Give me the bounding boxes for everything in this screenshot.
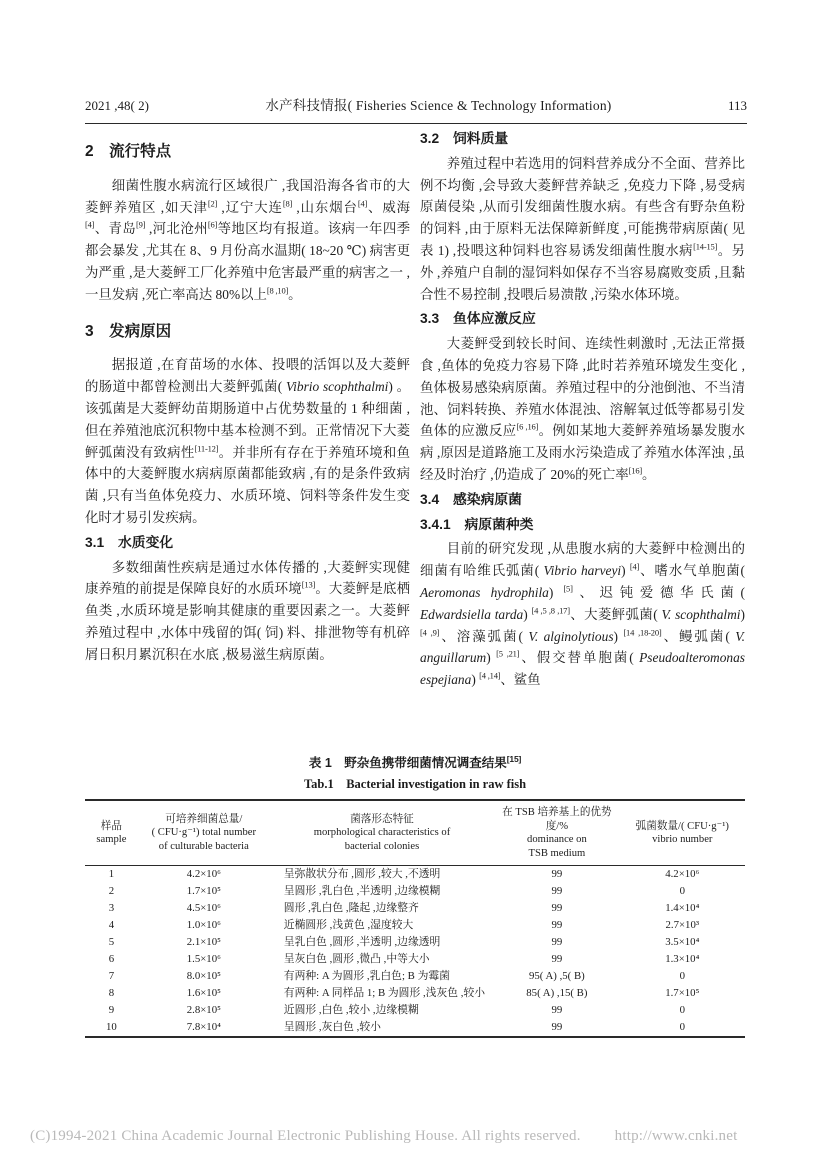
subsection-heading-water-quality: 3.1 水质变化 [85,534,174,550]
copyright-text: (C)1994-2021 China Academic Journal Electronic Publishing House. All rights reserved. [30,1128,581,1144]
table-cell: 99 [551,936,563,948]
subsection-heading-pathogen-infection: 3.4 感染病原菌 [420,491,522,507]
table-row [85,1002,745,1019]
table-cell: 1.6×10⁵ [186,987,221,999]
table-cell: 1.4×10⁴ [665,902,700,914]
col-header-vibrio: 弧菌数量/( CFU·g⁻¹) vibrio number [635,820,729,845]
table-cell: 4.2×10⁶ [186,868,221,880]
table-cell: 7.8×10⁴ [186,1021,221,1033]
table-row [85,934,745,951]
table-row [85,883,745,900]
table-cell: 圆形 ,乳白色 ,隆起 ,边缘整齐 [283,902,419,914]
table-cell: 1.3×10⁴ [665,953,700,965]
table-cell: 1.0×10⁶ [186,919,221,931]
table-cell: 2.8×10⁵ [186,1004,221,1016]
table-cell: 10 [106,1021,117,1033]
table-row [85,1019,745,1037]
page-number: 113 [727,98,747,113]
bacteria-investigation-table [85,799,745,1038]
journal-title: 水产科技情报( Fisheries Science & Technology Information) [265,98,612,113]
section-heading-epidemic: 2 流行特点 [85,143,172,160]
table-cell: 0 [679,885,685,897]
table-cell: 有两种: A 为圆形 ,乳白色; B 为霉菌 [283,970,450,982]
table-row [85,951,745,968]
table-cell: 有两种: A 同样品 1; B 为圆形 ,浅灰色 ,较小 [283,987,486,999]
table-cell: 2.1×10⁵ [186,936,221,948]
table-cell: 近圆形 ,白色 ,较小 ,边缘模糊 [283,1004,419,1016]
section-heading-causes: 3 发病原因 [85,322,172,340]
table-cell: 5 [108,936,115,948]
text-columns [85,127,745,691]
table-cell: 呈弥散状分布 ,圆形 ,较大 ,不透明 [283,868,441,880]
table-cell: 呈圆形 ,灰白色 ,较小 [283,1021,381,1033]
table-cell: 99 [551,1021,563,1033]
table-body [85,866,745,1038]
left-column [85,127,410,691]
table-cell: 1 [108,868,115,880]
issue-info: 2021 ,48( 2) [85,98,149,113]
table-cell: 3.5×10⁴ [665,936,700,948]
table-header [85,800,745,866]
subsection-heading-stress: 3.3 鱼体应激反应 [420,311,536,327]
table-caption-cn: 表 1 野杂鱼携带细菌情况调查结果[15] [308,753,522,770]
paragraph-causes: 据报道 ,在育苗场的水体、投喂的活饵以及大菱鲆的肠道中都曾检测出大菱鲆弧菌( Vibrio scophthalmi) 。该弧菌是大菱鲆幼苗期肠道中占优势数量的 1 种细菌 ,但在养殖池底沉积物中基本检测不到。正常情况下大菱鲆弧菌没有致病性[11-12]。并非所有存在于养殖环境和鱼体中的大菱鲆腹水病病原菌都能致病 ,有的是条件致病菌 ,只有当鱼体免疫力、水质环境、饲料等条件发生变化时才易引发疾病。 [85,357,411,525]
subsection-heading-pathogen-species: 3.4.1 病原菌种类 [420,516,534,532]
table-row [85,917,745,934]
table-row [85,985,745,1002]
paragraph-stress: 大菱鲆受到较长时间、连续性刺激时 ,无法正常摄食 ,鱼体的免疫力容易下降 ,此时若养殖环境发生变化 ,鱼体极易感染病原菌。养殖过程中的分池倒池、不当清池、饲料转换、养殖水体混浊、溶解氧过低等都易引发鱼体的应激反应[6 ,16]。例如某地大菱鲆养殖场暴发腹水病 ,原因是道路施工及雨水污染造成了养殖水体浑浊 ,虽经及时治疗 ,仍造成了 20%的死亡率[16]。 [420,336,746,482]
table-row [85,968,745,985]
table-cell: 0 [679,1021,685,1033]
table-cell: 呈灰白色 ,圆形 ,微凸 ,中等大小 [283,953,430,965]
table-cell: 1.7×10⁵ [665,987,700,999]
table-row [85,900,745,917]
col-header-dominance: 在 TSB 培养基上的优势度/% dominance on TSB medium [502,807,612,859]
table-cell: 99 [551,902,563,914]
table-cell: 6 [108,953,115,965]
col-header-sample: 样品 sample [96,820,127,845]
table-cell: 4 [108,919,115,931]
table-cell: 99 [551,885,563,897]
table-cell: 1.5×10⁶ [186,953,221,965]
table-cell: 3 [108,902,115,914]
table-cell: 99 [551,1004,563,1016]
table-cell: 0 [679,1004,685,1016]
paragraph-feed-quality: 养殖过程中若选用的饲料营养成分不全面、营养比例不均衡 ,会导致大菱鲆营养缺乏 ,免疫力下降 ,易受病原菌侵染 ,从而引发细菌性腹水病。有些含有野杂鱼粉的饲料 ,由于原料无法保障新鲜度 ,可能携带病原菌( 见表 1) ,投喂这种饲料也容易诱发细菌性腹水病[14-15]。另外 ,养殖户自制的湿饲料如保存不当容易腐败变质 ,且黏合性不易控制 ,投喂后易溃散 ,污染水体环境。 [420,155,746,302]
table-cell: 4.5×10⁶ [186,902,221,914]
col-header-total-bacteria: 可培养细菌总量/ ( CFU·g⁻¹) total number of culturable bacteria [151,813,256,852]
paragraph-water-quality: 多数细菌性疾病是通过水体传播的 ,大菱鲆实现健康养殖的前提是保障良好的水质环境[13]。大菱鲆是底栖鱼类 ,水质环境是影响其健康的重要因素之一。大菱鲆养殖过程中 ,水体中残留的饵( 饲) 料、排泄物等有机碎屑日积月累沉积在水底 ,极易滋生病原菌。 [85,559,410,662]
table-cell: 4.2×10⁶ [665,868,700,880]
subsection-heading-feed-quality: 3.2 饲料质量 [420,131,509,146]
paragraph-epidemic: 细菌性腹水病流行区域很广 ,我国沿海各省市的大菱鲆养殖区 ,如天津[2] ,辽宁大连[8] ,山东烟台[4]、威海[4]、青岛[9] ,河北沧州[6]等地区均有报道。该病一年四季都会暴发 ,尤其在 8、9 月份高水温期( 18~20 ℃) 病害更为严重 ,是大菱鲆工厂化养殖中危害最严重的病害之一 ,一旦发病 ,死亡率高达 80%以上[8 ,10]。 [85,177,411,302]
table-1-block [85,753,745,1038]
table-cell: 8.0×10⁵ [186,970,221,982]
table-cell: 99 [551,953,563,965]
table-cell: 95( A) ,5( B) [528,970,585,982]
table-cell: 0 [679,970,685,982]
table-cell: 85( A) ,15( B) [526,987,588,999]
table-cell: 近椭圆形 ,浅黄色 ,湿度较大 [283,919,414,931]
table-row [85,866,745,884]
table-cell: 99 [551,919,563,931]
paragraph-pathogen-species: 目前的研究发现 ,从患腹水病的大菱鲆中检测出的细菌有哈维氏弧菌( Vibrio harveyi) [4]、嗜水气单胞菌( Aeromonas hydrophila) [5]、迟钝爱德华氏菌( Edwardsiella tarda) [4 ,5 ,8 ,17]、大菱鲆弧菌( V. scophthalmi) [4 ,9]、溶藻弧菌( V. alginolytious) [14 ,18-20]、鳗弧菌( V. anguillarum) [5 ,21]、假交替单胞菌( Pseudoalteromonas espejiana) [4 ,14]、鲨鱼 [420,541,746,688]
copyright-footer [30,1128,817,1145]
table-cell: 2.7×10³ [665,919,700,931]
table-cell: 99 [551,868,563,880]
right-column [420,127,745,691]
table-cell: 2 [108,885,115,897]
table-cell: 7 [108,970,115,982]
table-cell: 8 [108,987,115,999]
table-caption-en: Tab.1 Bacterial investigation in raw fish [303,777,527,791]
col-header-morphology: 菌落形态特征 morphological characteristics of bacterial colonies [313,813,451,852]
table-cell: 呈圆形 ,乳白色 ,半透明 ,边缘模糊 [283,885,441,897]
table-cell: 1.7×10⁵ [186,885,221,897]
table-cell: 呈乳白色 ,圆形 ,半透明 ,边缘透明 [283,936,441,948]
table-cell: 9 [108,1004,115,1016]
cnki-url: http://www.cnki.net [614,1128,738,1144]
journal-header [85,94,747,124]
